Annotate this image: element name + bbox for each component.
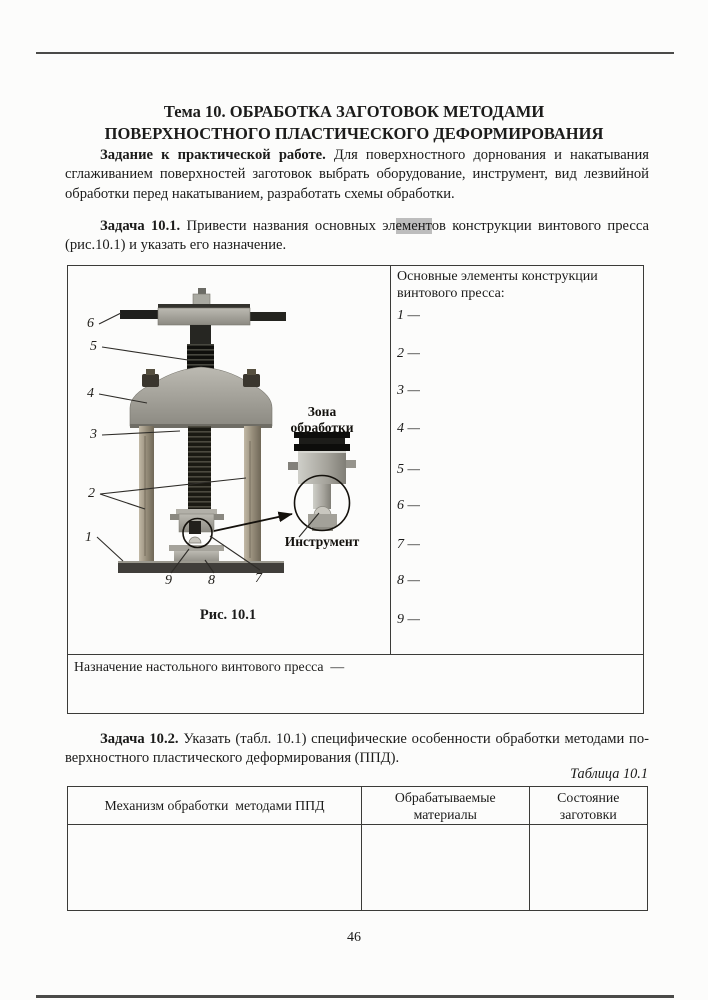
press-figure bbox=[68, 266, 390, 654]
tool-label: Инструмент bbox=[284, 534, 360, 549]
callout-8: 8 bbox=[208, 573, 215, 588]
press-tool-ball bbox=[189, 537, 201, 543]
task2-paragraph bbox=[65, 730, 649, 769]
top-rule bbox=[36, 52, 674, 54]
col-header-mechanism: Механизм обработки методами ППД bbox=[68, 787, 362, 825]
inset-post bbox=[313, 484, 331, 509]
figure-top-row bbox=[68, 266, 643, 654]
panel-item-6: 6 — bbox=[397, 498, 420, 513]
callout-9: 9 bbox=[165, 573, 172, 588]
cell-mechanism bbox=[68, 825, 362, 911]
intro-line-2: сглаживанием поверхностей заготовок выбрать оборудование, инструмент, вид лезвийной bbox=[65, 166, 649, 183]
cell-materials bbox=[362, 825, 530, 911]
panel-item-8: 8 — bbox=[397, 573, 420, 588]
intro-line-3: обработки перед накатыванием, разработать схемы обработки. bbox=[65, 185, 455, 202]
press-handle-right bbox=[248, 312, 286, 321]
col-header-state: Состояние заготовки bbox=[529, 787, 647, 825]
intro-paragraph bbox=[65, 146, 649, 204]
intro-line-1: Задание к практической работе. Для поверхностного дорнования и накатывания bbox=[100, 147, 650, 163]
callout-6: 6 bbox=[87, 316, 94, 331]
table-10-1 bbox=[67, 786, 648, 911]
press-stem bbox=[190, 325, 211, 344]
press-column-right bbox=[244, 426, 261, 563]
panel-item-4: 4 — bbox=[397, 421, 420, 436]
task1-paragraph bbox=[65, 217, 649, 256]
panel-item-9: 9 — bbox=[397, 612, 420, 627]
callout-4: 4 bbox=[87, 386, 94, 401]
press-handle-left bbox=[120, 310, 160, 319]
callout-7: 7 bbox=[255, 571, 262, 586]
panel-item-3: 3 — bbox=[397, 383, 420, 398]
page-number: 46 bbox=[347, 930, 361, 945]
callout-5: 5 bbox=[90, 339, 97, 354]
screw-press-illustration bbox=[68, 266, 390, 652]
figure-caption: Рис. 10.1 bbox=[199, 607, 257, 623]
callout-1: 1 bbox=[85, 530, 92, 545]
panel-item-2: 2 — bbox=[397, 346, 420, 361]
press-column-left bbox=[139, 426, 154, 563]
callout-3: 3 bbox=[90, 427, 97, 442]
figure-10-1-box bbox=[67, 265, 644, 714]
panel-heading: Основные элементы конструкции винтового пресса: bbox=[397, 269, 598, 301]
title-line-2: ПОВЕРХНОСТНОГО ПЛАСТИЧЕСКОГО ДЕФОРМИРОВАНИЯ bbox=[104, 123, 604, 143]
press-handle-block bbox=[158, 308, 250, 325]
panel-item-1: 1 — bbox=[397, 308, 420, 323]
purpose-label: Назначение настольного винтового пресса — bbox=[74, 659, 345, 674]
task1-line-2: (рис.10.1) и указать его назначение. bbox=[65, 237, 287, 254]
page-title bbox=[62, 101, 646, 144]
zone-label: Зона обработки bbox=[290, 404, 354, 435]
task1-line-1: Задача 10.1. Привести названия основных элементов конструкции винтового пресса bbox=[100, 218, 649, 234]
elements-panel bbox=[390, 266, 643, 654]
task2-line-1: Задача 10.2. Указать (табл. 10.1) специфические особенности обработки методами по- bbox=[100, 731, 649, 747]
title-line-1: Тема 10. ОБРАБОТКА ЗАГОТОВОК МЕТОДАМИ bbox=[163, 102, 545, 121]
inset-cylinder bbox=[298, 451, 346, 484]
table-header-row bbox=[68, 787, 648, 825]
col-header-materials: Обрабатываемые материалы bbox=[362, 787, 530, 825]
bottom-rule bbox=[36, 995, 674, 998]
panel-item-7: 7 — bbox=[397, 537, 420, 552]
task2-line-2: верхностного пластического деформирования (ППД). bbox=[65, 750, 400, 767]
purpose-row bbox=[68, 654, 643, 713]
table-row bbox=[68, 825, 648, 911]
cell-state bbox=[529, 825, 647, 911]
table-caption: Таблица 10.1 bbox=[570, 766, 648, 782]
callout-2: 2 bbox=[88, 486, 95, 501]
panel-item-5: 5 — bbox=[397, 462, 420, 477]
press-screw bbox=[188, 426, 211, 509]
scan-highlight: емент bbox=[395, 218, 432, 234]
